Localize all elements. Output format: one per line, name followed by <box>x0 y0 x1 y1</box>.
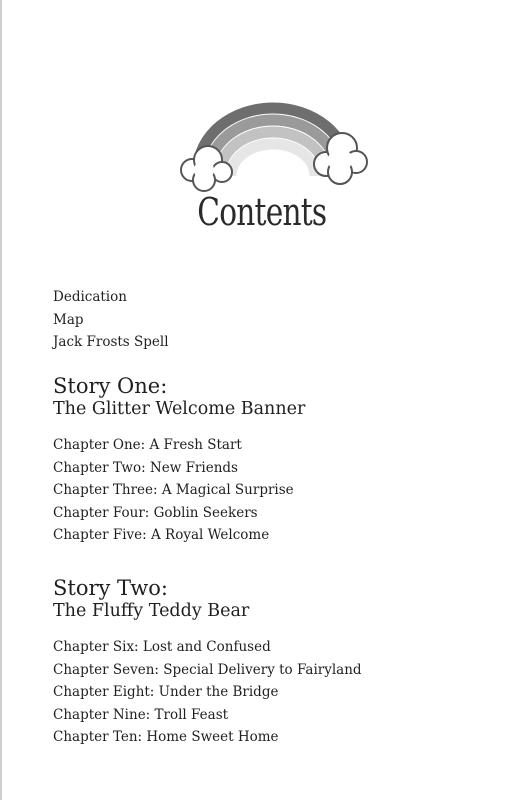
chapter-item: Chapter Three: A Magical Surprise <box>53 482 294 498</box>
page-edge <box>0 0 2 800</box>
chapter-item: Chapter Two: New Friends <box>53 459 238 476</box>
chapter-item: Chapter One: A Fresh Start <box>53 437 242 453</box>
rainbow-with-clouds-icon <box>178 100 368 200</box>
chapter-item: Chapter Seven: Special Delivery to Fairyland <box>53 661 362 678</box>
chapter-item: Chapter Four: Goblin Seekers <box>53 504 258 521</box>
story-title: The Fluffy Teddy Bear <box>53 601 250 621</box>
story-section <box>53 576 362 749</box>
chapter-item: Chapter Ten: Home Sweet Home <box>53 729 279 745</box>
story-section <box>53 374 305 547</box>
story-heading: Story Two: <box>53 576 168 600</box>
cut-off-text-line <box>53 763 143 771</box>
chapter-item: Chapter Five: A Royal Welcome <box>53 527 270 543</box>
chapter-item: Chapter Six: Lost and Confused <box>53 639 271 655</box>
chapter-item: Chapter Nine: Troll Feast <box>53 706 229 723</box>
chapter-item: Chapter Eight: Under the Bridge <box>53 684 279 700</box>
front-matter-item: Jack Frosts Spell <box>53 334 169 350</box>
page-title: Contents <box>197 190 327 234</box>
front-matter-list <box>53 286 169 354</box>
front-matter-item: Map <box>53 311 84 328</box>
front-matter-item: Dedication <box>53 289 127 305</box>
story-heading: Story One: <box>53 374 168 398</box>
story-title: The Glitter Welcome Banner <box>53 399 306 419</box>
